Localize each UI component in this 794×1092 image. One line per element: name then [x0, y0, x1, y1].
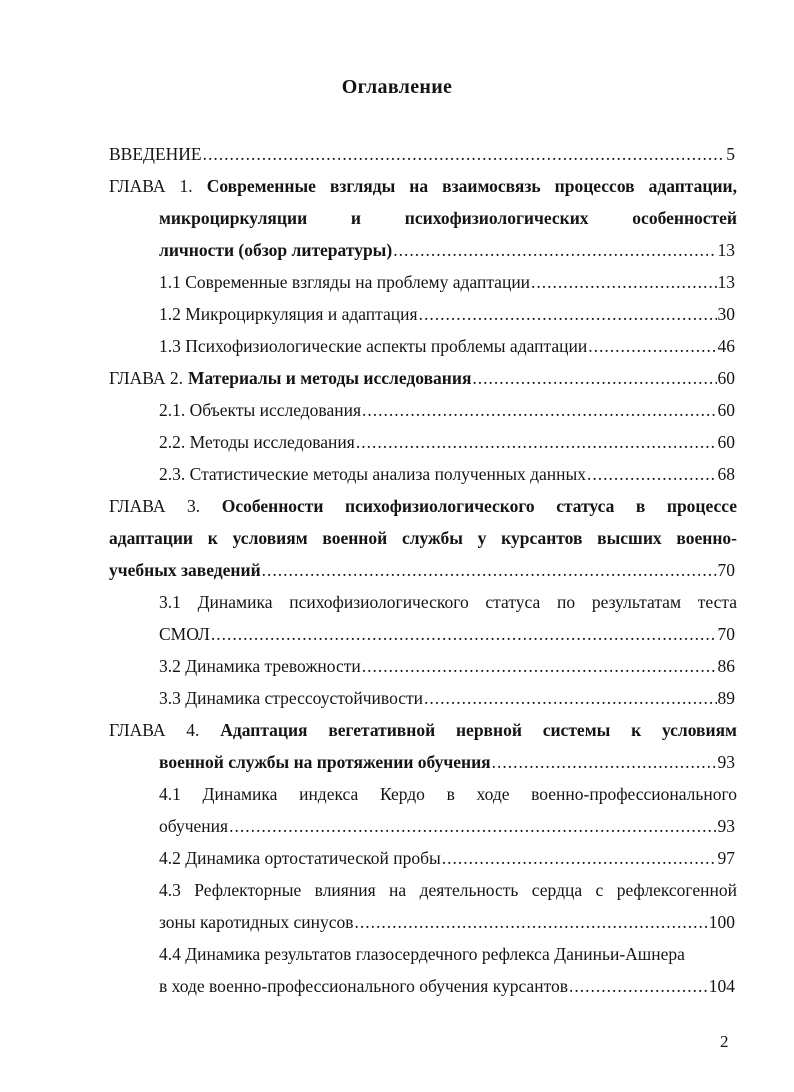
toc-page-number: 104: [708, 976, 735, 996]
toc-entry-section-2-2[interactable]: [159, 429, 735, 455]
dot-leader: [393, 237, 716, 263]
toc-entry-text: 2.2. Методы исследования: [159, 432, 355, 452]
toc-page-number: 68: [717, 464, 735, 484]
toc-entry-section-3-2[interactable]: [159, 653, 735, 679]
toc-entry-text: СМОЛ: [159, 624, 210, 644]
dot-leader: [472, 365, 716, 391]
toc-page-number: 30: [717, 304, 735, 324]
toc-page-number: 100: [708, 912, 735, 932]
toc-entry-section-1-1[interactable]: [159, 269, 735, 295]
dot-leader: [362, 653, 717, 679]
dot-leader: [424, 685, 716, 711]
toc-entry-section-4-1-end: [159, 813, 735, 839]
toc-page-number: 13: [717, 240, 735, 260]
toc-entry-chapter-4[interactable]: [109, 717, 737, 743]
chapter-title-line-2: адаптации к условиям военной службы у курсантов высших военно-: [109, 528, 737, 548]
dot-leader: [569, 973, 708, 999]
toc-entry-introduction[interactable]: [109, 141, 735, 167]
toc-entry-section-3-1-end: [159, 621, 735, 647]
toc-entry-chapter-1[interactable]: [109, 173, 737, 199]
toc-entry-section-2-3[interactable]: [159, 461, 735, 487]
toc-entry-text: 1.2 Микроциркуляция и адаптация: [159, 304, 418, 324]
toc-page-number: 46: [717, 336, 735, 356]
dot-leader: [588, 333, 716, 359]
chapter-title-line-3: учебных заведений: [109, 560, 261, 580]
chapter-prefix: ГЛАВА 1.: [109, 176, 193, 196]
toc-entry-chapter-3[interactable]: [109, 493, 737, 519]
toc-entry-text: 1.1 Современные взгляды на проблему адаптации: [159, 272, 531, 292]
toc-entry-section-4-4-end: [159, 973, 735, 999]
chapter-prefix: ГЛАВА 3.: [109, 496, 201, 516]
toc-entry-chapter-4-end: [159, 749, 735, 775]
dot-leader: [356, 429, 717, 455]
toc-page-number: 70: [717, 624, 735, 644]
chapter-prefix: ГЛАВА 2.: [109, 368, 184, 388]
toc-page-number: 60: [717, 432, 735, 452]
chapter-title-line-2: микроциркуляции и психофизиологических особенностей: [159, 208, 737, 228]
toc-entry-section-4-3-end: [159, 909, 735, 935]
toc-entry-text: обучения: [159, 816, 229, 836]
toc-entry-section-4-3[interactable]: 4.3 Рефлекторные влияния на деятельность сердца с рефлексогенной: [159, 880, 737, 900]
chapter-title-line-2: военной службы на протяжении обучения: [159, 752, 491, 772]
dot-leader: [442, 845, 717, 871]
toc-entry-chapter-1-end: [159, 237, 735, 263]
chapter-prefix: ГЛАВА 4.: [109, 720, 200, 740]
toc-entry-text: 3.3 Динамика стрессоустойчивости: [159, 688, 424, 708]
toc-entry-text: 1.3 Психофизиологические аспекты проблемы адаптации: [159, 336, 588, 356]
dot-leader: [203, 141, 726, 167]
toc-entry-section-1-2[interactable]: [159, 301, 735, 327]
page-title: Оглавление: [341, 76, 453, 98]
toc-entry-text: 2.1. Объекты исследования: [159, 400, 362, 420]
toc-entry-section-2-1[interactable]: [159, 397, 735, 423]
dot-leader: [492, 749, 717, 775]
toc-page-number: 5: [726, 144, 735, 164]
toc-entry-section-3-3[interactable]: [159, 685, 735, 711]
dot-leader: [355, 909, 708, 935]
chapter-title-line-1: Особенности психофизиологического статуса в процессе: [221, 496, 737, 516]
toc-entry-text: в ходе военно-профессионального обучения курсантов: [159, 976, 568, 996]
toc-page-number: 97: [717, 848, 735, 868]
chapter-title-line-3: личности (обзор литературы): [159, 240, 393, 260]
toc-entry-text: зоны каротидных синусов: [159, 912, 354, 932]
toc-page-number: 89: [717, 688, 735, 708]
toc-page-number: 93: [717, 752, 735, 772]
dot-leader: [362, 397, 716, 423]
toc-entry-text: ВВЕДЕНИЕ: [109, 144, 202, 164]
toc-page-number: 60: [717, 368, 735, 388]
chapter-title-line-1: Адаптация вегетативной нервной системы к условиям: [220, 720, 737, 740]
chapter-title-line-1: Современные взгляды на взаимосвязь процессов адаптации,: [206, 176, 737, 196]
toc-entry-section-3-1[interactable]: 3.1 Динамика психофизиологического статуса по результатам теста: [159, 592, 737, 612]
toc-entry-section-4-1[interactable]: 4.1 Динамика индекса Кердо в ходе военно-профессионального: [159, 784, 737, 804]
dot-leader: [587, 461, 716, 487]
toc-entry-chapter-3-end: [109, 557, 735, 583]
page-number: 2: [720, 1032, 729, 1051]
toc-page-number: 13: [717, 272, 735, 292]
chapter-title: Материалы и методы исследования: [188, 368, 472, 388]
toc-page-number: 93: [717, 816, 735, 836]
toc-entry-text: 4.2 Динамика ортостатической пробы: [159, 848, 441, 868]
toc-entry-chapter-2[interactable]: [109, 365, 735, 391]
dot-leader: [419, 301, 717, 327]
toc-entry-text: 2.3. Статистические методы анализа полученных данных: [159, 464, 587, 484]
dot-leader: [229, 813, 716, 839]
toc-page-number: 86: [717, 656, 735, 676]
toc-entry-section-4-4[interactable]: 4.4 Динамика результатов глазосердечного рефлекса Даниньи-Ашнера: [159, 944, 685, 964]
toc-entry-section-4-2[interactable]: [159, 845, 735, 871]
toc-page-number: 60: [717, 400, 735, 420]
dot-leader: [211, 621, 717, 647]
toc-entry-section-1-3[interactable]: [159, 333, 735, 359]
dot-leader: [262, 557, 717, 583]
dot-leader: [531, 269, 716, 295]
toc-entry-text: 3.2 Динамика тревожности: [159, 656, 361, 676]
toc-page-number: 70: [717, 560, 735, 580]
